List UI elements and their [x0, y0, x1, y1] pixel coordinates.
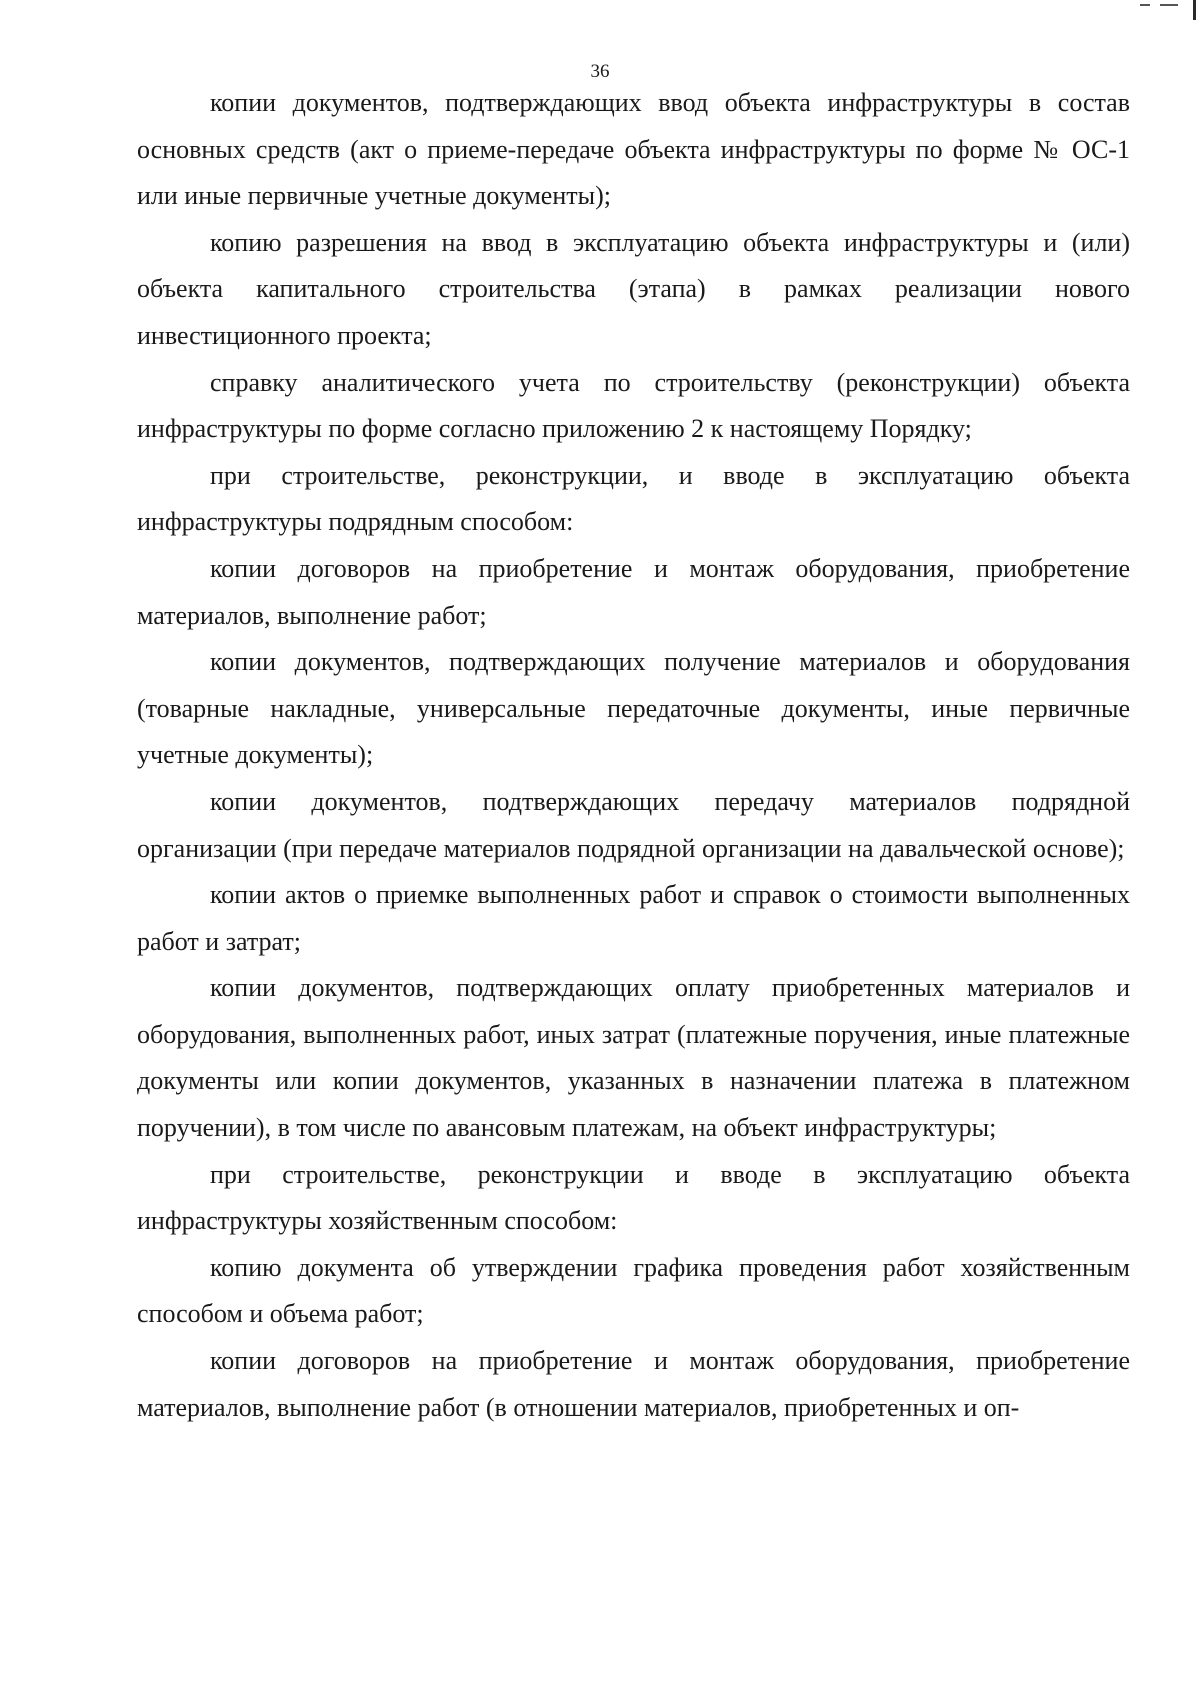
paragraph-equipment-contracts: копии договоров на приобретение и монтаж оборудования, приобретение материалов, выполнение работ;: [137, 553, 1130, 630]
scan-mark-dash: [1160, 4, 1178, 6]
paragraph-payment-docs: копии документов, подтверждающих оплату приобретенных материалов и оборудования, выполненных работ, иных затрат (платежные поручения, иные платежные документы или копии документов, указанных в назначении платежа в платежном поручении), в том числе по авансовым платежам, на объект инфраструктуры;: [137, 973, 1130, 1143]
page-number: 36: [590, 61, 610, 82]
paragraph-equipment-contracts-economic: копии договоров на приобретение и монтаж оборудования, приобретение материалов, выполнение работ (в отношении материалов, приобретенных и оп-: [137, 1346, 1130, 1422]
paragraph-contract-method-heading: при строительстве, реконструкции, и вводе в эксплуатацию объекта инфраструктуры подрядным способом:: [137, 460, 1130, 537]
scan-mark-dash: [1140, 4, 1150, 6]
paragraph-transfer-docs: копии документов, подтверждающих передачу материалов подрядной организации (при передаче материалов подрядной организации на давальческой основе);: [137, 786, 1130, 863]
paragraph-analytical-reference: справку аналитического учета по строительству (реконструкции) объекта инфраструктуры по форме согласно приложению 2 к настоящему Порядку;: [137, 367, 1130, 444]
scan-corner-mark: [1060, 0, 1200, 22]
paragraph-receipt-docs: копии документов, подтверждающих получение материалов и оборудования (товарные накладные, универсальные передаточные документы, иные первичные учетные документы);: [137, 647, 1130, 770]
paragraph-commissioning-docs: копии документов, подтверждающих ввод объекта инфраструктуры в состав основных средств (акт о приеме-передаче объекта инфраструктуры по форме № ОС-1 или иные первичные учетные документы);: [137, 88, 1130, 211]
paragraph-economic-method-heading: при строительстве, реконструкции и вводе в эксплуатацию объекта инфраструктуры хозяйственным способом:: [137, 1159, 1130, 1236]
document-body: [137, 80, 1130, 1431]
paragraph-operation-permit: копию разрешения на ввод в эксплуатацию объекта инфраструктуры и (или) объекта капитального строительства (этапа) в рамках реализации нового инвестиционного проекта;: [137, 227, 1130, 350]
scan-mark-stroke: [1193, 0, 1196, 20]
paragraph-work-schedule: копию документа об утверждении графика проведения работ хозяйственным способом и объема работ;: [137, 1252, 1130, 1329]
paragraph-acceptance-acts: копии актов о приемке выполненных работ и справок о стоимости выполненных работ и затрат;: [137, 880, 1130, 956]
